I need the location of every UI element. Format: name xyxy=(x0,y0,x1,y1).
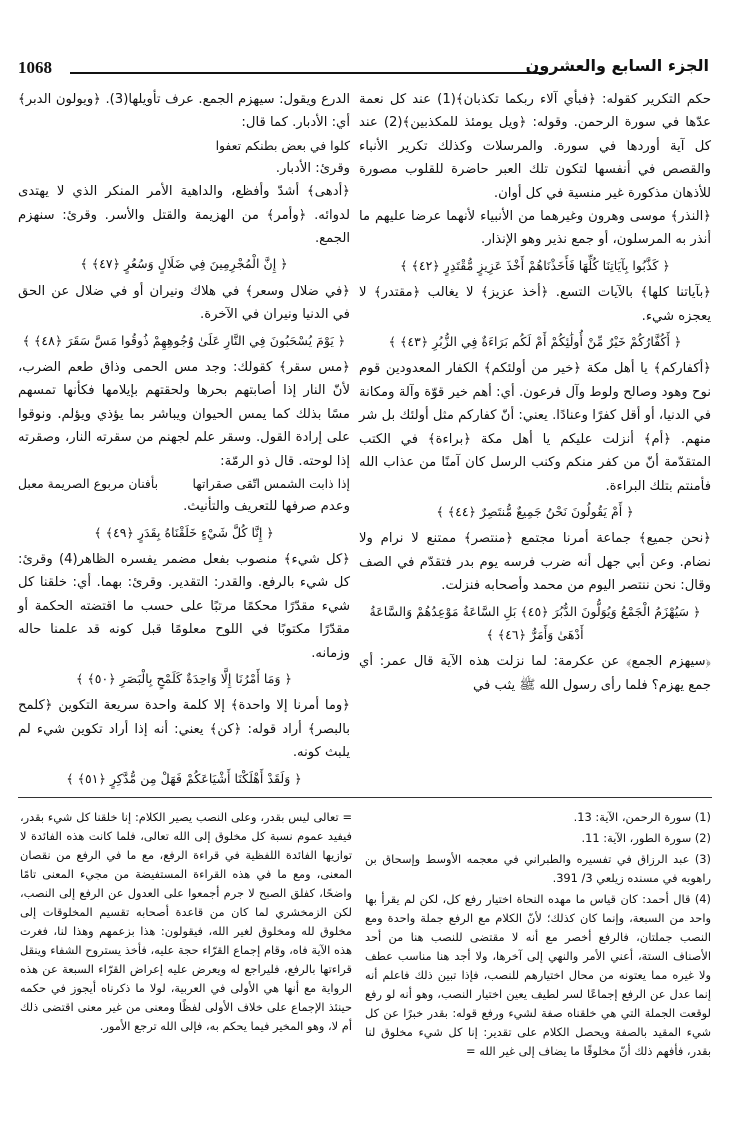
quran-verse: ﴿ يَوْمَ يُسْحَبُونَ فِي النَّارِ عَلَىٰ وُجُوهِهِمْ ذُوقُوا مَسَّ سَقَرَ ﴿٤٨﴾ ﴾ xyxy=(22,332,346,348)
quran-verse: ﴿ وَلَقَدْ أَهْلَكْنَا أَشْيَاعَكُمْ فَهَلْ مِن مُّدَّكِرٍ ﴿٥١﴾ ﴾ xyxy=(66,770,302,786)
footnote: (4) قال أحمد: كان قياس ما مهده النحاة اختيار رفع كل، لكن لم يقرأ بها واحد من السبعة، وإنما كان كذلك؛ لأنّ الكلام مع الرفع جملة واحدة ومع النصب جملتان، فالرفع أخصر مع أنه لا مقتضى للنصب هنا من أحد الأصناف الستة، أعني الأمر والنهي إلى آخرها، ولا أجد هنا مناسب عطف ولا غيره مما يعتونه من محال اختيارهم للنصب، فإذا تبين ذلك فاعلم أنه إنما عدل عن الرفع إجماعًا لسر لطيف يعين اختيار النصب، وهو أنه لو رفع لوقعت الجملة التي هي خلقناه صفة لشيء ورفع قوله: بقدر خبرًا عن كل شيء المقيد بالصفة ويحصل الكلام على تقدير: إنا كل شيء مخلوق لنا بقدر، فأفهم ذلك أنّ مخلوقًا ما يضاف إلى غير الله = xyxy=(365,892,711,1058)
quran-verse: ﴿ وَمَا أَمْرُنَا إِلَّا وَاحِدَةٌ كَلَمْحٍ بِالْبَصَرِ ﴿٥٠﴾ ﴾ xyxy=(76,670,292,686)
quran-verse: ﴿ إِنَّا كُلَّ شَيْءٍ خَلَقْنَاهُ بِقَدَرٍ ﴿٤٩﴾ ﴾ xyxy=(94,524,274,540)
footnote-separator xyxy=(18,797,712,798)
quran-verse: ﴿ إِنَّ الْمُجْرِمِينَ فِي ضَلَالٍ وَسُعُرٍ ﴿٤٧﴾ ﴾ xyxy=(80,256,288,272)
paragraph: وعدم صرفها للتعريف والتأنيث. xyxy=(183,499,350,515)
footnote-continuation: = تعالى ليس بقدر، وعلى النصب يصير الكلام: إنا خلقنا كل شيء بقدر، فيفيد عموم نسبة كل مخلوق إلى الله تعالى، فلما كانت هذه الفائدة لا توازيها الفائدة اللفظية في قراءة الرفع، مع ما في الرفع من نقصان المعنى، ومع ما في هذه القراءة المستفيضة من مجيء المعنى تامًا واضحًا، كفلق الصبح لا جرم أجمعوا على العدول عن الرفع إلى النصب، لكن الزمخشري لما كان من قاعدة أصحابه تقسيم المخلوقات إلى مخلوق لله ومخلوق لغير الله، فيقولون: هذا بزعمهم وهذا لنا، فغرت هذه الآية فاه، وقام إجماع القرّاء حجة عليه، فأخذ يستروح الشفاء وينقل قراءتها بالرفع، فليراجع له ويعرض عليه إعراض القرّاء السبعة عن هذه الرواية مع أنها هي الأولى في العربية، لولا ما ذكرناه أيجوز في حكمه حينئذ الإجماع على خلاف الأولى لفظًا ومعنى من غير معنى اقتضى ذلك أم لا، وهو المخير فيما يحكم به، فإلى الله ترجع الأمور. xyxy=(20,810,352,1033)
poem-line: كلوا في بعض بطنكم تعفوا xyxy=(215,137,350,153)
paragraph: ﴿النذر﴾ موسى وهرون وغيرهما من الأنبياء لأنهما عرضا عليهم ما أنذر به المرسلون، أو جمع نذير وهو الإنذار. xyxy=(359,209,711,248)
quran-verse: ﴿ كَذَّبُوا بِآيَاتِنَا كُلِّهَا فَأَخَذْنَاهُمْ أَخْذَ عَزِيزٍ مُّقْتَدِرٍ ﴿٤٢﴾ ﴾ xyxy=(400,257,670,273)
paragraph: ﴿أكفاركم﴾ يا أهل مكة ﴿خير من أولئكم﴾ الكفار المعدودين قوم نوح وهود وصالح ولوط وآل فرعون. أي: أهم خير قوّة وآلة ومكانة في الدنيا، أو أقل كفرًا وعنادًا. يعني: أنّ كفاركم مثل أولئك بل شر منهم. ﴿أم﴾ أنزلت عليكم يا أهل مكة ﴿براءة﴾ في الكتب المتقدّمة أنّ من كفر منكم وكنب الرسل كان آمنًا من عذاب الله فأمنتم بتلك البراءة. xyxy=(359,361,711,494)
poem-hemistich-second: بأفنان مربوع الصريمة معبل xyxy=(18,476,159,492)
paragraph: ﴿أدهى﴾ أشدّ وأفظع، والداهية الأمر المنكر الذي لا يهتدى لدوائه. ﴿وأمر﴾ من الهزيمة والقتل والأسر. وقرئ: سنهزم الجمع. xyxy=(18,184,350,247)
paragraph: الدرع ويقول: سيهزم الجمع. عرف تأويلها(3). ﴿ويولون الدبر﴾ أي: الأدبار. كما قال: xyxy=(18,92,351,131)
header-rule xyxy=(70,72,543,74)
page-number: 1068 xyxy=(18,58,52,77)
part-title: الجزء السابع والعشرون xyxy=(525,56,709,75)
paragraph: ﴿بآياتنا كلها﴾ بالآيات التسع. ﴿أخذ عزيز﴾ لا يغالب ﴿مقتدر﴾ لا يعجزه شيء. xyxy=(359,285,711,324)
right-text-column xyxy=(359,88,711,697)
quran-verse: ﴿ سَيُهْزَمُ الْجَمْعُ وَيُوَلُّونَ الدُّبُرَ ﴿٤٥﴾ بَلِ السَّاعَةُ مَوْعِدُهُمْ وَالسَّاعَةُ أَدْهَىٰ وَأَمَرُّ ﴿٤٦﴾ ﴾ xyxy=(369,603,701,642)
paragraph: ﴿كل شيء﴾ منصوب بفعل مضمر يفسره الظاهر(4) وقرئ: كل شيء بالرفع. والقدر: التقدير. وقرئ: بهما. أي: خلقنا كل شيء مقدّرًا محكمًا مرتبًا على حسب ما اقتضته الحكمة أو مقدّرًا مكتوبًا في اللوح معلومًا قبل كونه قد علمنا حاله وزمانه. xyxy=(18,551,350,661)
footnote: (1) سورة الرحمن، الآية: 13. xyxy=(573,810,711,824)
left-text-column xyxy=(18,88,350,794)
footnote: (3) عبد الرزاق في تفسيره والطبراني في معجمه الأوسط وإسحاق بن راهويه في مسنده زيلعي 3/ 391. xyxy=(365,852,711,885)
footnotes-left-column xyxy=(20,808,352,1038)
paragraph: وقرئ: الأدبار. xyxy=(275,160,350,176)
paragraph: ﴿نحن جميع﴾ جماعة أمرنا مجتمع ﴿منتصر﴾ ممتنع لا نرام ولا نضام. وعن أبي جهل أنه ضرب فرسه يوم بدر فتقدّم في الصف وقال: نحن ننتصر اليوم من محمد وأصحابه فنزلت. xyxy=(359,531,711,594)
poem-hemistich-first: إذا ذابت الشمس اتّقى صقراتها xyxy=(192,476,350,492)
paragraph: ﴿مس سقر﴾ كقولك: وجد مس الحمى وذاق طعم الضرب، لأنّ النار إذا أصابتهم بحرها ولحقتهم بإيلامها فكأنها تمسهم مسًا بذلك كما يمس الحيوان ويباشر بما يؤذي ويؤلم. ونوقوا على إرادة القول. وسقر علم لجهنم من سقرته النار، وصقرته إذا لوحته. قال ذو الرمّة: xyxy=(18,360,350,469)
page-header xyxy=(18,56,709,82)
footnote: (2) سورة الطور، الآية: 11. xyxy=(581,831,711,845)
paragraph: ﴿سيهزم الجمع﴾ عن عكرمة: لما نزلت هذه الآية قال عمر: أي جمع يهزم؟ فلما رأى رسول الله ﷺ يثب في xyxy=(359,654,711,693)
footnotes-right-column xyxy=(365,808,711,1063)
quran-verse: ﴿ أَمْ يَقُولُونَ نَحْنُ جَمِيعٌ مُّنتَصِرٌ ﴿٤٤﴾ ﴾ xyxy=(436,503,634,519)
paragraph: ﴿وما أمرنا إلا واحدة﴾ إلا كلمة واحدة سريعة التكوين ﴿كلمح بالبصر﴾ أراد قوله: ﴿كن﴾ يعني: أنه إذا أراد تكوين شيء لم يلبث كونه. xyxy=(18,698,350,761)
paragraph: حكم التكرير كقوله: ﴿فبأي آلاء ربكما تكذبان﴾(1) عند كل نعمة عدّها في سورة الرحمن. وقوله: ﴿ويل يومئذ للمكذبين﴾(2) عند كل آية أوردها في سورة. والمرسلات وكذلك تكرير الأنباء والقصص في أنفسها لتكون تلك العبر حاضرة للقلوب مصورة للأذهان مذكورة غير منسية في كل أوان. xyxy=(359,92,711,201)
poem-verse xyxy=(18,473,350,495)
quran-verse: ﴿ أَكُفَّارُكُمْ خَيْرٌ مِّنْ أُولَٰئِكُمْ أَمْ لَكُم بَرَاءَةٌ فِي الزُّبُرِ ﴿٤٣﴾ ﴾ xyxy=(388,334,682,350)
paragraph: ﴿في ضلال وسعر﴾ في هلاك ونيران أو في ضلال عن الحق في الدنيا ونيران في الآخرة. xyxy=(18,283,350,323)
